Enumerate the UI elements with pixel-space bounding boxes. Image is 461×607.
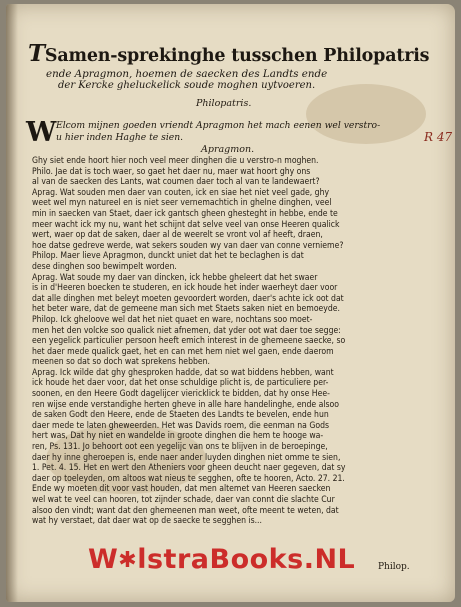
text-line: soonen, en den Heere Godt dagelijcer viericklick te bidden, dat hy onse Hee- bbox=[32, 389, 330, 400]
text-line: min in saecken van Staet, daer ick gantsch gheen ghesteght in hebbe, ende te bbox=[32, 208, 338, 219]
watermark-text: lstraBooks.NL bbox=[137, 544, 356, 575]
text-line: hert was, Dat hy niet en wandelde in groote dinghen die hem te hooge wa- bbox=[32, 431, 324, 442]
text-line: 1. Pet. 4. 15. Het en wert den Atheniers voor gheen deucht naer gegeven, dat sy bbox=[32, 463, 346, 474]
heading-initial: T bbox=[28, 40, 45, 67]
dialogue-body bbox=[32, 156, 448, 527]
heading-line-3: der Kercke gheluckelick soude moghen uytvoeren. bbox=[58, 79, 316, 91]
book-page bbox=[6, 4, 455, 602]
text-line: Ghy siet ende hoort hier noch veel meer dinghen die u verstro-n moghen. bbox=[32, 156, 319, 166]
text-line: Aprag. Ick wilde dat ghy ghesproken hadde, dat so wat biddens hebben, want bbox=[32, 367, 334, 378]
speaker-apragmon: Apragmon. bbox=[201, 144, 255, 155]
text-line: al van de saecken des Lants, wat coumen daer toch al van te landewaert? bbox=[32, 177, 320, 188]
text-line: is in d'Heeren boecken te studeren, en ick houde het inder waerheyt daer voor bbox=[32, 283, 338, 294]
watermark-logo bbox=[88, 544, 355, 575]
text-line: wert, waer op dat de saken, daer al de weerelt se vront vol af heeft, draen, bbox=[32, 230, 323, 241]
watermark-letter: W bbox=[88, 544, 119, 575]
text-line: hoe datse gedreve werde, wat sekers souden wy van daer van conne vernieme? bbox=[32, 240, 344, 251]
opening-text bbox=[56, 120, 436, 144]
text-line: dat alle dinghen met beleyt moeten gevoordert worden, daer's achte ick oot dat bbox=[32, 293, 344, 304]
text-line: ren wijse ende verstandighe herten gheve in alle hare handelinghe, ende alsoo bbox=[32, 399, 339, 410]
text-line: meenen so dat so doch wat sprekens hebben. bbox=[32, 357, 211, 368]
heading-line-1 bbox=[28, 40, 448, 68]
text-line: wat hy verstaet, dat daer wat op de saecke te segghen is... bbox=[32, 516, 262, 527]
heading-text: Samen-sprekinghe tusschen Philopatris bbox=[44, 46, 430, 66]
speaker-philopatris: Philopatris. bbox=[196, 98, 252, 109]
page-heading bbox=[28, 40, 448, 92]
opening-line: u hier inden Haghe te sien. bbox=[56, 132, 184, 143]
text-line: ick houde het daer voor, dat het onse schuldige plicht is, de particuliere per- bbox=[32, 378, 329, 389]
text-line: Philop. Maer lieve Apragmon, dunckt uniet dat het te beclaghen is dat bbox=[32, 251, 304, 262]
text-line: weet wel myn natureel en is niet seer vernemachtich in ghelne dinghen, veel bbox=[32, 198, 332, 209]
text-line: een yegelick particulier persoon heeft emich interest in de ghemeene saecke, so bbox=[32, 336, 346, 347]
text-line: wel wat te veel can hooren, tot zijnder schade, daer van connt die slachte Cur bbox=[32, 495, 335, 505]
page-gutter-shadow bbox=[6, 4, 18, 602]
text-line: daer mede te laten gheweerden. Het was Davids roem, die eenman na Gods bbox=[32, 420, 330, 431]
opening-line: Elcom mijnen goeden vriendt Apragmon het mach eenen wel verstro- bbox=[56, 120, 381, 131]
heading-line-2: ende Apragmon, hoemen de saecken des Landts ende bbox=[46, 67, 328, 80]
text-line: het beter ware, dat de gemeene man sich met Staets saken niet en bemoeyde. bbox=[32, 304, 341, 315]
decorated-initial: W bbox=[26, 117, 57, 148]
catchword: Philop. bbox=[378, 562, 410, 572]
text-line: ren, Ps. 131. Jo behoort oot een yegelijc van ons te blijven in de beroepinge, bbox=[32, 442, 328, 453]
margin-annotation: R 47 bbox=[424, 130, 453, 144]
text-line: dese dinghen soo bewimpelt worden. bbox=[32, 261, 177, 272]
watermark-star-icon: ✱ bbox=[118, 548, 138, 573]
text-line: alsoo den vindt; want dat den ghemeenen man weet, ofte meent te weten, dat bbox=[32, 505, 339, 516]
text-line: Aprag. Wat souden men daer van couten, ick en siae het niet veel gade, ghy bbox=[32, 187, 330, 198]
text-line: de saken Godt den Heere, ende de Staeten des Landts te bevelen, ende hun bbox=[32, 410, 329, 421]
text-line: Ende wy moeten dit voor vast houden, dat men altemet van Heeren saecken bbox=[32, 484, 331, 495]
text-line: daer op toeleyden, om altoos wat nieus te segghen, ofte te hooren, Acto. 27. 21. bbox=[32, 473, 345, 484]
text-line: Philo. Jae dat is toch waer, so gaet het daer nu, maer wat hoort ghy ons bbox=[32, 166, 311, 177]
text-line: Philop. Ick gheloove wel dat het niet quaet en ware, nochtans soo moet- bbox=[32, 314, 313, 325]
text-line: men het den volcke soo qualick niet afnemen, dat yder oot wat daer toe segge: bbox=[32, 325, 341, 336]
text-line: meer wacht ick my nu, want het schijnt dat selve veel van onse Heeren qualick bbox=[32, 219, 340, 230]
text-line: het daer mede qualick gaet, het en can met hem niet wel gaen, ende daerom bbox=[32, 346, 334, 357]
text-line: Aprag. Wat soude my daer van dincken, ick hebbe gheleert dat het swaer bbox=[32, 272, 318, 283]
text-line: daer hy inne gheroepen is, ende naer ander luyden dinghen niet omme te sien, bbox=[32, 452, 341, 463]
